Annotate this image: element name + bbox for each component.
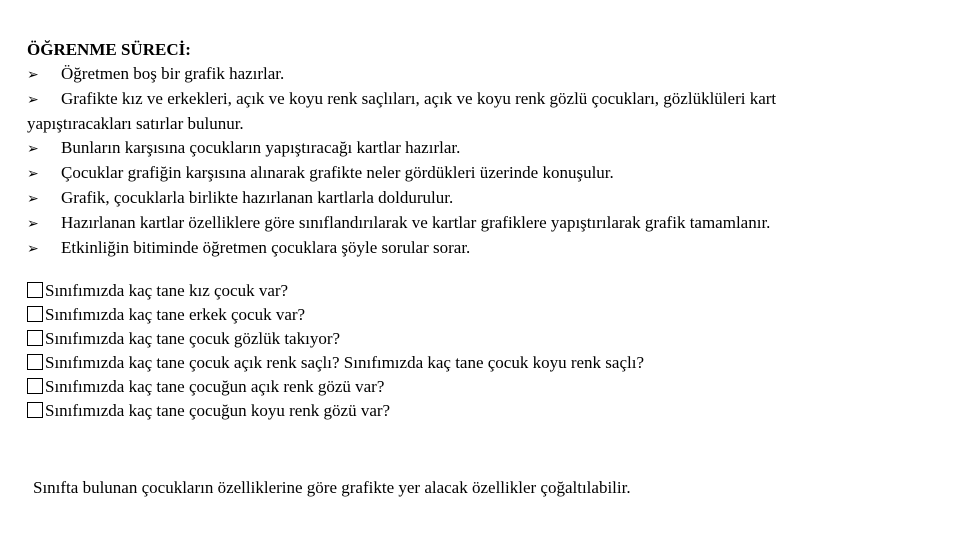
- question-text: Sınıfımızda kaç tane erkek çocuk var?: [45, 305, 306, 324]
- checkbox-glyph-icon: [27, 402, 43, 418]
- arrowhead-bullet-icon: ➢: [27, 141, 39, 157]
- questions-list: [27, 279, 644, 423]
- step-text: Grafik, çocuklarla birlikte hazırlanan kartlarla doldurulur.: [61, 188, 454, 207]
- footer-note: Sınıfta bulunan çocukların özelliklerine göre grafikte yer alacak özellikler çoğaltılabilir.: [33, 478, 631, 497]
- step-text: Çocuklar grafiğin karşısına alınarak grafikte neler gördükleri üzerinde konuşulur.: [61, 163, 614, 182]
- question-text: Sınıfımızda kaç tane çocuk açık renk saçlı? Sınıfımızda kaç tane çocuk koyu renk saçlı?: [45, 353, 645, 372]
- checkbox-glyph-icon: [27, 354, 43, 370]
- arrowhead-bullet-icon: ➢: [27, 67, 39, 83]
- list-item: [27, 375, 644, 399]
- list-item: [27, 136, 927, 161]
- list-item-continuation: [27, 112, 927, 136]
- step-text: Hazırlanan kartlar özelliklere göre sınıflandırılarak ve kartlar grafiklere yapıştırılarak grafik tamamlanır.: [61, 213, 771, 232]
- step-text: Öğretmen boş bir grafik hazırlar.: [61, 64, 285, 83]
- list-item: [27, 62, 927, 87]
- list-item: [27, 351, 644, 375]
- checkbox-glyph-icon: [27, 306, 43, 322]
- arrowhead-bullet-icon: ➢: [27, 216, 39, 232]
- checkbox-glyph-icon: [27, 330, 43, 346]
- list-item: [27, 211, 927, 236]
- list-item: [27, 399, 644, 423]
- step-text: yapıştıracakları satırlar bulunur.: [27, 114, 244, 133]
- step-text: Bunların karşısına çocukların yapıştıracağı kartlar hazırlar.: [61, 138, 461, 157]
- list-item: [27, 161, 927, 186]
- arrowhead-bullet-icon: ➢: [27, 92, 39, 108]
- list-item: [27, 186, 927, 211]
- question-text: Sınıfımızda kaç tane çocuğun koyu renk gözü var?: [45, 401, 391, 420]
- step-text: Grafikte kız ve erkekleri, açık ve koyu renk saçlıları, açık ve koyu renk gözlü çocukları, gözlüklüleri kart: [61, 89, 777, 108]
- arrowhead-bullet-icon: ➢: [27, 191, 39, 207]
- arrowhead-bullet-icon: ➢: [27, 241, 39, 257]
- section-heading: ÖĞRENME SÜRECİ:: [27, 40, 191, 59]
- arrowhead-bullet-icon: ➢: [27, 166, 39, 182]
- question-text: Sınıfımızda kaç tane çocuk gözlük takıyor?: [45, 329, 341, 348]
- question-text: Sınıfımızda kaç tane kız çocuk var?: [45, 281, 289, 300]
- checkbox-glyph-icon: [27, 282, 43, 298]
- learning-steps-list: [27, 62, 927, 261]
- list-item: [27, 236, 927, 261]
- list-item: [27, 303, 644, 327]
- checkbox-glyph-icon: [27, 378, 43, 394]
- list-item: [27, 279, 644, 303]
- question-text: Sınıfımızda kaç tane çocuğun açık renk gözü var?: [45, 377, 385, 396]
- list-item: [27, 327, 644, 351]
- step-text: Etkinliğin bitiminde öğretmen çocuklara şöyle sorular sorar.: [61, 238, 471, 257]
- list-item: [27, 87, 927, 112]
